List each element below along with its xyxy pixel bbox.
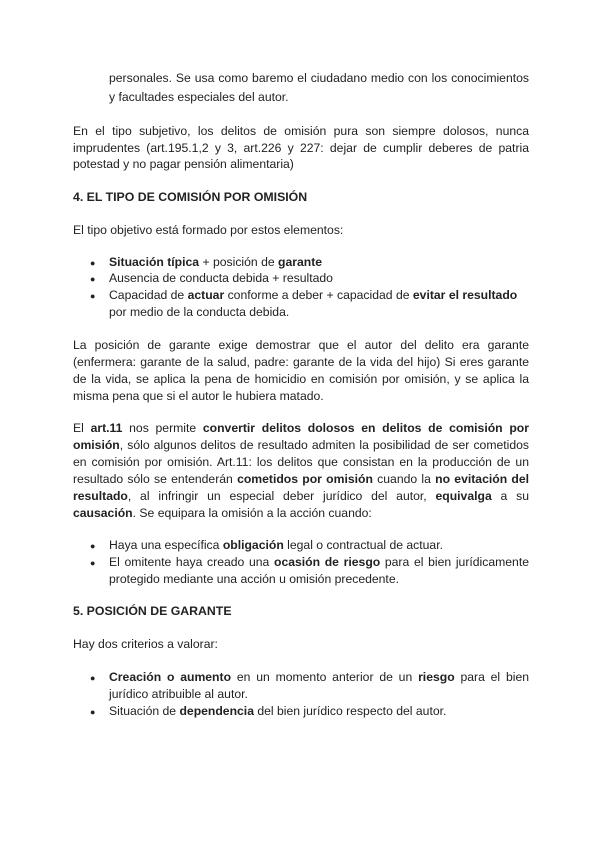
paragraph-line: (enfermera: garante de la salud, padre: garante de la vida del hijo) Si eres garante: [73, 355, 529, 369]
text: para el bien jurídicamente: [380, 555, 529, 569]
paragraph-line: en comisión por omisión. Art.11: los delitos que consistan en la producción de un: [73, 455, 529, 469]
list-item: [109, 255, 322, 270]
bold-text: cometidos por omisión: [237, 472, 373, 486]
paragraph-line: imprudentes (art.195.1,2 y 3, art.226 y 227: dejar de cumplir deberes de patria: [73, 141, 529, 155]
bold-text: resultado: [73, 489, 128, 503]
list-item: [109, 555, 529, 570]
bullet-icon: ●: [90, 707, 96, 717]
paragraph-line: y facultades especiales del autor.: [109, 90, 289, 104]
list-item-continuation: protegido mediante una acción u omisión precedente.: [109, 572, 399, 586]
bold-text: ocasión de riesgo: [274, 555, 381, 569]
text: en un momento anterior de un: [231, 670, 419, 684]
text: , sólo algunos delitos de resultado admiten la posibilidad de ser cometidos: [119, 438, 529, 452]
bullet-icon: ●: [90, 291, 96, 301]
section-heading: 5. POSICIÓN DE GARANTE: [73, 604, 232, 618]
bold-text: omisión: [73, 438, 120, 452]
list-item: [109, 704, 446, 719]
text: Capacidad de: [109, 288, 188, 302]
paragraph-line: personales. Se usa como baremo el ciudadano medio con los conocimientos: [109, 71, 529, 85]
paragraph-line: potestad y no pagar pensión alimentaria): [73, 157, 294, 171]
list-item: Ausencia de conducta debida + resultado: [109, 271, 333, 285]
bold-text: garante: [278, 255, 323, 269]
text: para el bien: [454, 670, 529, 684]
bold-text: convertir delitos dolosos en delitos de comisión por: [202, 421, 529, 435]
bold-text: no evitación del: [435, 472, 530, 486]
text: a su: [491, 489, 529, 503]
text: + posición de: [199, 255, 279, 269]
bullet-icon: ●: [90, 258, 96, 268]
paragraph-line: [73, 438, 529, 453]
bold-text: art.11: [90, 421, 123, 435]
text: resultado sólo se entenderán: [73, 472, 238, 486]
bold-text: dependencia: [179, 704, 254, 718]
paragraph-line: [73, 506, 372, 521]
paragraph-line: El tipo objetivo está formado por estos elementos:: [73, 223, 344, 237]
bullet-icon: ●: [90, 541, 96, 551]
bold-text: actuar: [187, 288, 225, 302]
list-item: [109, 670, 529, 685]
text: Haya una específica: [109, 538, 223, 552]
list-item: [109, 288, 517, 303]
text: nos permite: [122, 421, 203, 435]
section-heading: 4. EL TIPO DE COMISIÓN POR OMISIÓN: [73, 190, 308, 204]
text: del bien jurídico respecto del autor.: [253, 704, 447, 718]
paragraph-line: [73, 489, 529, 504]
bold-text: Situación típica: [109, 255, 200, 269]
paragraph-line: [73, 472, 529, 487]
paragraph-line: de la vida, se aplica la pena de homicidio en comisión por omisión, y se aplica la: [73, 372, 529, 386]
paragraph-line: En el tipo subjetivo, los delitos de omisión pura son siempre dolosos, nunca: [73, 124, 529, 138]
bold-text: causación: [73, 506, 133, 520]
bold-text: evitar el resultado: [412, 288, 518, 302]
text: cuando la: [372, 472, 436, 486]
bold-text: Creación o aumento: [109, 670, 232, 684]
text: El: [73, 421, 91, 435]
list-item-continuation: jurídico atribuible al autor.: [109, 687, 248, 701]
text: Situación de: [109, 704, 180, 718]
paragraph-line: Hay dos criterios a valorar:: [73, 637, 218, 651]
bullet-icon: ●: [90, 558, 96, 568]
bullet-icon: ●: [90, 673, 96, 683]
text: El omitente haya creado una: [109, 555, 274, 569]
list-item-continuation: por medio de la conducta debida.: [109, 305, 290, 319]
text: . Se equipara la omisión a la acción cuando:: [132, 506, 372, 520]
text: legal o contractual de actuar.: [283, 538, 443, 552]
text: conforme a deber + capacidad de: [224, 288, 413, 302]
paragraph-line: La posición de garante exige demostrar que el autor del delito era garante: [73, 338, 529, 352]
bold-text: obligación: [222, 538, 284, 552]
text: , al infringir un especial deber jurídico del autor,: [127, 489, 436, 503]
bold-text: riesgo: [418, 670, 455, 684]
list-item: [109, 538, 443, 553]
paragraph-line: misma pena que si el autor le hubiera matado.: [73, 389, 324, 403]
bold-text: equivalga: [435, 489, 492, 503]
bullet-icon: ●: [90, 274, 96, 284]
paragraph-line: [73, 421, 529, 436]
